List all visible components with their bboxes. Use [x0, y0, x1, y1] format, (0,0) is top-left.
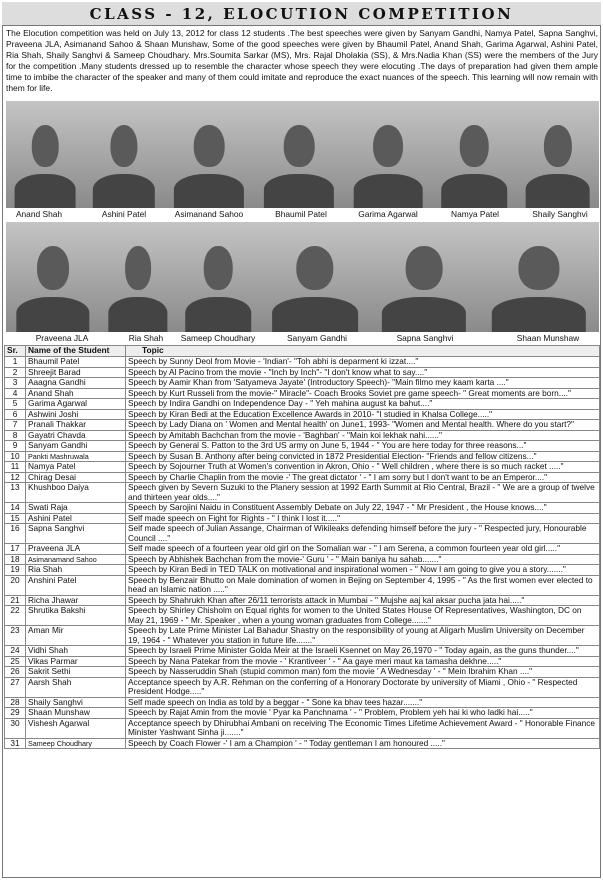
table-row	[5, 513, 600, 524]
table-row	[5, 708, 600, 719]
table-row	[5, 399, 600, 410]
student-photo	[164, 101, 254, 208]
photo-caption: Shaan Munshaw	[516, 333, 580, 343]
row-student-name: Shrutika Bakshi	[26, 606, 126, 626]
row-topic: Speech by Nasseruddin Shah (stupid common man) fom the movie ' A Wednesday ' - " Mein Ibrahim Khan ...."	[126, 667, 600, 678]
table-row	[5, 606, 600, 626]
row-sr: 12	[5, 472, 26, 483]
row-topic: Speech by Sojourner Truth at Women's convention in Akron, Ohio - " Well children , where there is so much racket ....."	[126, 462, 600, 473]
table-row	[5, 677, 600, 697]
table-row	[5, 738, 600, 749]
header-topic: Topic	[126, 346, 600, 357]
page-title: CLASS - 12, ELOCUTION COMPETITION	[2, 2, 601, 26]
row-student-name: Asimanamand Sahoo	[26, 554, 126, 565]
row-sr: 3	[5, 378, 26, 389]
photo-caption: Asimanand Sahoo	[174, 209, 244, 219]
photo-caption: Sapna Sanghvi	[396, 333, 454, 343]
row-student-name: Pranali Thakkar	[26, 420, 126, 431]
table-row	[5, 430, 600, 441]
row-sr: 26	[5, 667, 26, 678]
table-row	[5, 357, 600, 368]
row-student-name: Garima Agarwal	[26, 399, 126, 410]
row-student-name: Aman Mir	[26, 626, 126, 646]
row-student-name: Shreejit Barad	[26, 367, 126, 378]
row-student-name: Bhaumil Patel	[26, 357, 126, 368]
row-topic: Self made speech of a fourteen year old girl on the Somalian war - " I am Serena, a common fourteen year old girl....."	[126, 544, 600, 555]
row-topic: Speech by Al Pacino from the movie - "Inch by Inch"- "I don't know what to say...."	[126, 367, 600, 378]
student-photo	[260, 222, 370, 332]
student-photo	[100, 222, 176, 332]
student-photo	[344, 101, 432, 208]
row-sr: 6	[5, 409, 26, 420]
row-sr: 20	[5, 575, 26, 595]
row-topic: Speech by Sarojini Naidu in Constituent Assembly Debate on July 22, 1947 - " Mr President , the House knows...."	[126, 503, 600, 514]
table-row	[5, 575, 600, 595]
row-topic: Speech by Rajat Amin from the movie ' Pyar ka Panchnama ' - " Problem, Problem yeh hai ki who ladki hai....."	[126, 708, 600, 719]
row-topic: Acceptance speech by Dhirubhai Ambani on receiving The Economic Times Lifetime Achievement Award - " Honorable Finance Minister Yashwant Sinha ji......."	[126, 718, 600, 738]
student-photo	[6, 222, 100, 332]
row-sr: 16	[5, 524, 26, 544]
row-sr: 29	[5, 708, 26, 719]
photo-caption: Garima Agarwal	[358, 209, 418, 219]
row-student-name: Praveena JLA	[26, 544, 126, 555]
row-topic: Speech by Sunny Deol from Movie - 'Indian'- "Toh abhi is deparment ki izzat...."	[126, 357, 600, 368]
student-photo	[478, 222, 599, 332]
photo-caption: Ashini Patel	[101, 209, 147, 219]
table-row	[5, 409, 600, 420]
row-sr: 24	[5, 646, 26, 657]
row-student-name: Sapna Sanghvi	[26, 524, 126, 544]
row-student-name: Shaan Munshaw	[26, 708, 126, 719]
row-sr: 2	[5, 367, 26, 378]
row-sr: 23	[5, 626, 26, 646]
row-student-name: Aaagna Gandhi	[26, 378, 126, 389]
table-row	[5, 646, 600, 657]
row-student-name: Aarsh Shah	[26, 677, 126, 697]
row-topic: Speech by Israeli Prime Minister Golda Meir at the Israeli Ksennet on May 26,1970 - " Today again, as the guns thunder...."	[126, 646, 600, 657]
row-topic: Speech by Aamir Khan from 'Satyameva Jayate' (Introductory Speech)- "Main filmo mey kaam karta ...."	[126, 378, 600, 389]
table-row	[5, 524, 600, 544]
row-student-name: Richa Jhawar	[26, 595, 126, 606]
student-photo	[84, 101, 164, 208]
row-sr: 25	[5, 656, 26, 667]
row-topic: Speech by General S. Patton to the 3rd US army on June 5, 1944 - " You are here today for three reasons..."	[126, 441, 600, 452]
photo-caption: Bhaumil Patel	[275, 209, 327, 219]
row-sr: 22	[5, 606, 26, 626]
row-topic: Speech by Shahrukh Khan after 26/11 terrorists attack in Mumbai - " Mujshe aaj kal aksar pucha jata hai....."	[126, 595, 600, 606]
row-student-name: Chirag Desai	[26, 472, 126, 483]
row-topic: Speech by Late Prime Minister Lal Bahadur Shastry on the responsibility of young at Aligarh Muslim University on December 19, 1964 - " Whatever you station in future life......."	[126, 626, 600, 646]
row-sr: 9	[5, 441, 26, 452]
table-row	[5, 472, 600, 483]
row-sr: 27	[5, 677, 26, 697]
row-sr: 8	[5, 430, 26, 441]
row-student-name: Anshini Patel	[26, 575, 126, 595]
student-photo	[370, 222, 478, 332]
row-topic: Acceptance speech by A.R. Rehman on the conferring of a Honorary Doctorate by university of Miami , Ohio - " Respected President Hodge....."	[126, 677, 600, 697]
table-row	[5, 441, 600, 452]
row-topic: Speech by Kiran Bedi at the Education Excellence Awards in 2010- "I studied in Khalsa College....."	[126, 409, 600, 420]
header-name: Name of the Student	[26, 346, 126, 357]
table-row	[5, 626, 600, 646]
table-header-row	[5, 346, 600, 357]
table-row	[5, 718, 600, 738]
row-sr: 5	[5, 399, 26, 410]
row-student-name: Anand Shah	[26, 388, 126, 399]
row-topic: Speech by Nana Patekar from the movie - ' Krantiveer ' - " Aa gaye meri maut ka tamasha dekhne....."	[126, 656, 600, 667]
row-sr: 4	[5, 388, 26, 399]
row-student-name: Sameep Choudhary	[26, 738, 126, 749]
row-sr: 18	[5, 554, 26, 565]
row-topic: Speech by Charlie Chaplin from the movie -' The great dictator ' - " I am sorry but I don't want to be an Emperor...."	[126, 472, 600, 483]
row-sr: 21	[5, 595, 26, 606]
row-student-name: Namya Patel	[26, 462, 126, 473]
table-row	[5, 544, 600, 555]
row-sr: 17	[5, 544, 26, 555]
table-row	[5, 667, 600, 678]
row-sr: 30	[5, 718, 26, 738]
photo-caption: Namya Patel	[451, 209, 499, 219]
photo-caption: Ria Shah	[128, 333, 164, 343]
photo-caption: Praveena JLA	[35, 333, 89, 343]
row-topic: Speech by Shirley Chisholm on Equal rights for women to the United States House Of Representatives, Washington, DC on May 21, 1969 - " Mr. Speaker , when a young woman graduates from College......."	[126, 606, 600, 626]
student-photo	[516, 101, 599, 208]
row-sr: 15	[5, 513, 26, 524]
table-row	[5, 420, 600, 431]
student-photo	[432, 101, 516, 208]
row-student-name: Shaily Sanghvi	[26, 697, 126, 708]
table-row	[5, 462, 600, 473]
row-topic: Speech given by Severn Suzuki to the Planery session at 1992 Earth Summit at Rio Central, Brazil - " We are a group of twelve and thirteen year olds...."	[126, 483, 600, 503]
row-student-name: Khushboo Daiya	[26, 483, 126, 503]
student-topic-table	[4, 345, 600, 749]
row-student-name: Pankti Mashruwala	[26, 451, 126, 462]
student-photo	[176, 222, 260, 332]
row-student-name: Ria Shah	[26, 565, 126, 576]
row-topic: Speech by Benzair Bhutto on Male domination of women in Bejing on September 4, 1995 - " As the first women ever elected to head an Islamic nation ....."	[126, 575, 600, 595]
photo-caption: Sanyam Gandhi	[286, 333, 348, 343]
row-topic: Speech by Amitabh Bachchan from the movie - 'Baghban' - "Main koi lekhak nahi......"	[126, 430, 600, 441]
intro-paragraph: The Elocution competition was held on July 13, 2012 for class 12 students .The best speeches were given by Sanyam Gandhi, Namya Patel, Sapna Sanghvi, Praveena JLA, Asimanand Sahoo & Shaan Munshaw, Some of the good speeches were given by Bhaumil Patel, Anand Shah, Garima Agarwal, Ashini Patel, Ria Shah, Shaily Sanghvi & Sameep Choudhary. Mrs.Soumita Sarkar (MS), Mrs. Rajal Dholakia (SS), & Mrs.Nadia Khan (SS) were the members of the Jury for the competition .Many students dressed up to resemble the character whose speech they were elocuting .The days of preparation had given them ample time to imbibe the character of the speaker and many of them could imitate and reproduce the exact nuances of the speech. This learning will now remain with them for life.	[6, 28, 598, 93]
row-sr: 11	[5, 462, 26, 473]
row-student-name: Sanyam Gandhi	[26, 441, 126, 452]
row-student-name: Swati Raja	[26, 503, 126, 514]
row-topic: Self made speech of Julian Assange, Chairman of Wikileaks defending himself before the jury - " Respected jury, Honourable Council ...."	[126, 524, 600, 544]
student-photo	[254, 101, 344, 208]
row-sr: 7	[5, 420, 26, 431]
row-sr: 19	[5, 565, 26, 576]
table-row	[5, 656, 600, 667]
photo-caption: Shaily Sanghvi	[532, 209, 588, 219]
header-sr: Sr.	[5, 346, 26, 357]
row-student-name: Vikas Parmar	[26, 656, 126, 667]
row-student-name: Sakrit Sethi	[26, 667, 126, 678]
row-topic: Speech by Indira Gandhi on Independence Day - " Yeh mahina august ka bahut...."	[126, 399, 600, 410]
row-topic: Speech by Kurt Russeli from the movie-" Miracle"- Coach Brooks Soviet pre game speech- " Great moments are born...."	[126, 388, 600, 399]
row-student-name: Vishesh Agarwal	[26, 718, 126, 738]
row-student-name: Ashwini Joshi	[26, 409, 126, 420]
table-row	[5, 483, 600, 503]
photo-caption: Anand Shah	[15, 209, 63, 219]
row-topic: Self made speech on Fight for Rights - " I think I lost it....."	[126, 513, 600, 524]
row-topic: Speech by Coach Flower -' I am a Champion ' - " Today gentleman I am honoured ....."	[126, 738, 600, 749]
row-student-name: Ashini Patel	[26, 513, 126, 524]
row-sr: 28	[5, 697, 26, 708]
table-row	[5, 388, 600, 399]
table-row	[5, 595, 600, 606]
table-row	[5, 565, 600, 576]
row-topic: Speech by Kiran Bedi in TED TALK on motivational and inspirational women - " Now I am going to give you a story......."	[126, 565, 600, 576]
student-photo	[6, 101, 84, 208]
table-row	[5, 697, 600, 708]
table-row	[5, 451, 600, 462]
row-sr: 14	[5, 503, 26, 514]
table-row	[5, 378, 600, 389]
row-topic: Speech by Lady Diana on ' Women and Mental health' on June1, 1993- "Women and Mental health. Where do you start?"	[126, 420, 600, 431]
table-row	[5, 367, 600, 378]
row-sr: 10	[5, 451, 26, 462]
photo-caption: Sameep Choudhary	[180, 333, 256, 343]
row-topic: Self made speech on India as told by a beggar - " Sone ka bhav tees hazar......."	[126, 697, 600, 708]
row-topic: Speech by Abhishek Bachchan from the movie-' Guru ' - " Main baniya hu sahab......."	[126, 554, 600, 565]
row-sr: 31	[5, 738, 26, 749]
row-sr: 13	[5, 483, 26, 503]
row-student-name: Vidhi Shah	[26, 646, 126, 657]
table-row	[5, 503, 600, 514]
table-row	[5, 554, 600, 565]
row-sr: 1	[5, 357, 26, 368]
row-topic: Speech by Susan B. Anthony after being convicted in 1872 Presidential Election- "Friends and fellow citizens..."	[126, 451, 600, 462]
row-student-name: Gayatri Chavda	[26, 430, 126, 441]
